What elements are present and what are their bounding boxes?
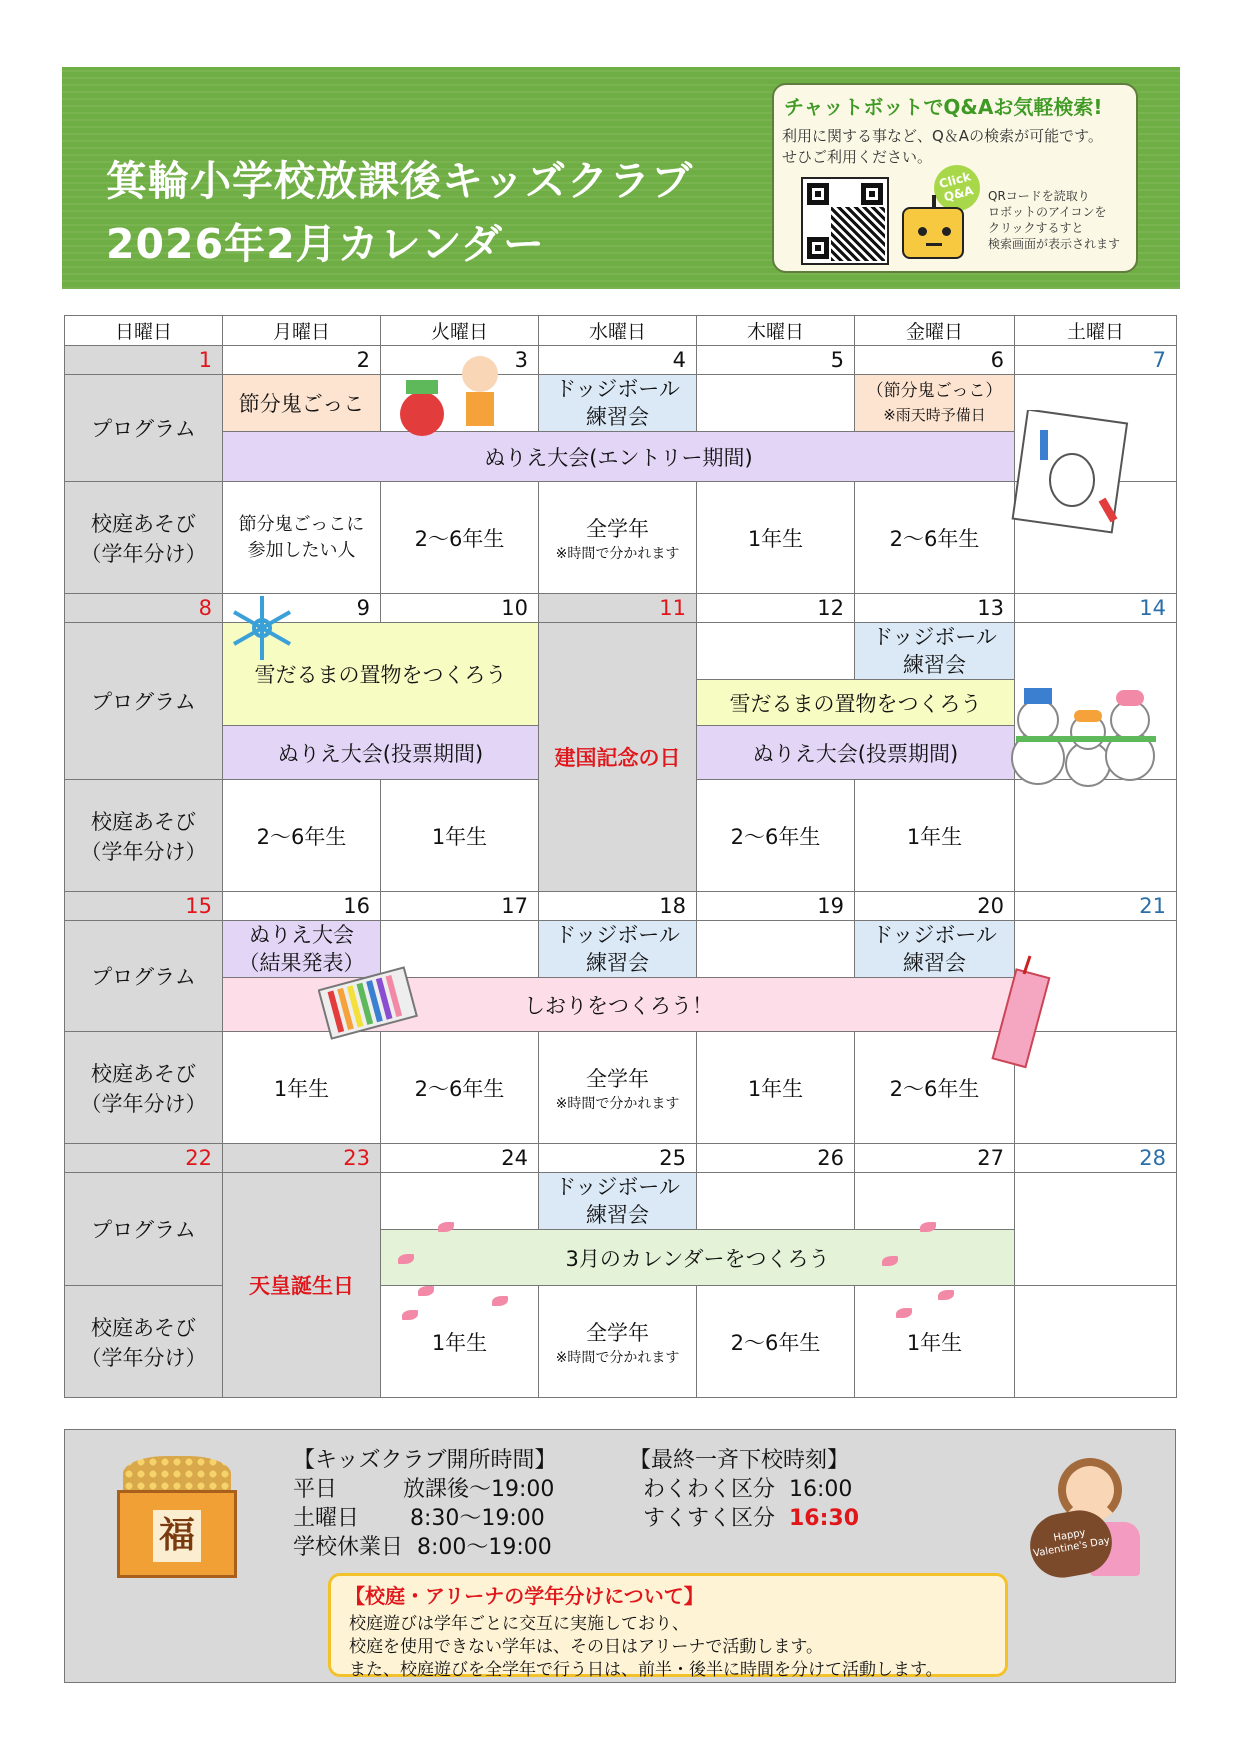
notice-title: 【校庭・アリーナの学年分けについて】 bbox=[345, 1584, 704, 1608]
chatbot-panel bbox=[772, 83, 1138, 273]
footer-panel bbox=[64, 1429, 1176, 1683]
notice-line1: 校庭遊びは学年ごとに交互に実施しており、 bbox=[349, 1614, 689, 1634]
snowman-event-2: 雪だるまの置物をつくろう bbox=[697, 680, 1015, 726]
dodgeball-line1: ドッジボール bbox=[555, 377, 680, 401]
weekday-mon: 月曜日 bbox=[223, 316, 381, 346]
yard-text: 全学年 bbox=[586, 1320, 649, 1345]
national-foundation-day: 建国記念の日 bbox=[539, 623, 697, 892]
chatbot-step1: QRコードを読取り bbox=[988, 189, 1090, 203]
dismissal-sukusuku-label: すくすく区分 bbox=[629, 1506, 789, 1531]
yard-cell bbox=[539, 1032, 697, 1144]
yard-label-line1: 校庭あそび bbox=[91, 809, 196, 834]
chatbot-step3: クリックするすと bbox=[988, 221, 1084, 235]
setsubun-oni-icon bbox=[382, 344, 512, 444]
date-16: 16 bbox=[223, 892, 381, 921]
date-1: 1 bbox=[65, 346, 223, 375]
date-21: 21 bbox=[1015, 892, 1177, 921]
yard-label-line1: 校庭あそび bbox=[91, 1061, 196, 1086]
coloring-picture-icon bbox=[1010, 410, 1130, 550]
date-18: 18 bbox=[539, 892, 697, 921]
robot-icon[interactable] bbox=[902, 207, 964, 259]
nurie-vote-event: ぬりえ大会(投票期間) bbox=[223, 726, 539, 780]
yard-label bbox=[65, 1286, 223, 1398]
title-line2: 2026年2月カレンダー bbox=[106, 220, 545, 268]
yard-cell: 1年生 bbox=[381, 780, 539, 892]
hours-school-holiday: 学校休業日 8:00～19:00 bbox=[293, 1535, 552, 1560]
grade-split-notice bbox=[328, 1573, 1008, 1680]
empty-cell bbox=[855, 1173, 1015, 1230]
dodgeball-line2: 練習会 bbox=[586, 405, 649, 429]
date-8: 8 bbox=[65, 594, 223, 623]
date-4: 4 bbox=[539, 346, 697, 375]
weekday-fri: 金曜日 bbox=[855, 316, 1015, 346]
notice-line2: 校庭を使用できない学年は、その日はアリーナで活動します。 bbox=[349, 1637, 823, 1657]
empty-cell bbox=[381, 1173, 539, 1230]
dodgeball-line2: 練習会 bbox=[586, 951, 649, 975]
yard-cell: 1年生 bbox=[855, 1286, 1015, 1398]
dodgeball-line1: ドッジボール bbox=[555, 923, 680, 947]
yard-cell bbox=[539, 482, 697, 594]
date-20: 20 bbox=[855, 892, 1015, 921]
nurie-vote-event-2: ぬりえ大会(投票期間) bbox=[697, 726, 1015, 780]
week1-date-row bbox=[65, 346, 1177, 375]
dodgeball-event bbox=[539, 1173, 697, 1230]
weekday-wed: 水曜日 bbox=[539, 316, 697, 346]
dismissal-sukusuku bbox=[629, 1504, 859, 1533]
empty-cell bbox=[1015, 780, 1177, 892]
dodgeball-line2: 練習会 bbox=[903, 951, 966, 975]
title-line1: 箕輪小学校放課後キッズクラブ bbox=[106, 157, 694, 205]
yard-note: ※時間で分かれます bbox=[555, 1349, 680, 1366]
yard-cell: 1年生 bbox=[697, 482, 855, 594]
week4-program-row-a bbox=[65, 1173, 1177, 1230]
chatbot-line1: 利用に関する事など、Q＆Aの検索が可能です。 bbox=[782, 127, 1103, 145]
program-label: プログラム bbox=[65, 375, 223, 482]
weekday-sun: 日曜日 bbox=[65, 316, 223, 346]
date-9: 9 bbox=[223, 594, 381, 623]
valentine-girl-icon bbox=[1030, 1450, 1150, 1578]
dodgeball-event bbox=[855, 623, 1015, 680]
yard-label-line1: 校庭あそび bbox=[91, 1315, 196, 1340]
opening-hours bbox=[293, 1446, 557, 1562]
date-14: 14 bbox=[1015, 594, 1177, 623]
masu-beans-icon bbox=[117, 1456, 237, 1578]
date-2: 2 bbox=[223, 346, 381, 375]
program-label: プログラム bbox=[65, 623, 223, 780]
header-banner bbox=[62, 67, 1180, 289]
yard-label bbox=[65, 1032, 223, 1144]
date-10: 10 bbox=[381, 594, 539, 623]
setsubun-rain-event bbox=[855, 375, 1015, 432]
yard-cell: 1年生 bbox=[855, 780, 1015, 892]
program-label: プログラム bbox=[65, 921, 223, 1032]
yard-label-line2: （学年分け） bbox=[80, 839, 207, 864]
snowflake-icon bbox=[226, 592, 298, 664]
yard-text: 全学年 bbox=[586, 1066, 649, 1091]
yard-label-line2: （学年分け） bbox=[80, 1091, 207, 1116]
date-5: 5 bbox=[697, 346, 855, 375]
dodgeball-event bbox=[539, 921, 697, 978]
date-28: 28 bbox=[1015, 1144, 1177, 1173]
pencils-icon bbox=[318, 964, 418, 1044]
yard-text: 全学年 bbox=[586, 516, 649, 541]
yard-label-line2: （学年分け） bbox=[80, 1345, 207, 1370]
emperor-birthday: 天皇誕生日 bbox=[223, 1173, 381, 1398]
snowman-event: 雪だるまの置物をつくろう bbox=[223, 623, 539, 726]
setsubun-alt-line2: ※雨天時予備日 bbox=[883, 406, 986, 424]
dodgeball-line1: ドッジボール bbox=[872, 625, 997, 649]
yard-label bbox=[65, 780, 223, 892]
yard-cell bbox=[539, 1286, 697, 1398]
week4-date-row bbox=[65, 1144, 1177, 1173]
bookmark-icon bbox=[990, 952, 1060, 1072]
yard-cell: 1年生 bbox=[381, 1286, 539, 1398]
dodgeball-line2: 練習会 bbox=[586, 1203, 649, 1227]
empty-cell bbox=[697, 623, 855, 680]
hours-weekday: 平日 放課後～19:00 bbox=[293, 1477, 555, 1502]
yard-cell: 2～6年生 bbox=[855, 482, 1015, 594]
final-dismissal bbox=[629, 1446, 859, 1533]
fuku-label: 福 bbox=[153, 1510, 201, 1562]
hours-saturday: 土曜日 8:30～19:00 bbox=[293, 1506, 545, 1531]
click-qa-badge: Click Q&A bbox=[929, 160, 985, 216]
date-23: 23 bbox=[223, 1144, 381, 1173]
yard-note: ※時間で分かれます bbox=[555, 545, 680, 562]
yard-text: 節分鬼ごっこに bbox=[238, 513, 365, 535]
yard-label-line1: 校庭あそび bbox=[91, 511, 196, 536]
yard-label-line2: （学年分け） bbox=[80, 541, 207, 566]
date-6: 6 bbox=[855, 346, 1015, 375]
yard-text: 参加したい人 bbox=[247, 539, 356, 561]
date-15: 15 bbox=[65, 892, 223, 921]
date-11: 11 bbox=[539, 594, 697, 623]
setsubun-event: 節分鬼ごっこ bbox=[223, 375, 381, 432]
date-12: 12 bbox=[697, 594, 855, 623]
yard-cell: 1年生 bbox=[223, 1032, 381, 1144]
dodgeball-line2: 練習会 bbox=[903, 653, 966, 677]
dodgeball-event bbox=[539, 375, 697, 432]
chatbot-headline: チャットボットでQ&Aお気軽検索! bbox=[784, 95, 1103, 119]
date-27: 27 bbox=[855, 1144, 1015, 1173]
date-3: 3 bbox=[381, 346, 539, 375]
date-7: 7 bbox=[1015, 346, 1177, 375]
hours-title: 【キッズクラブ開所時間】 bbox=[293, 1448, 557, 1473]
chatbot-step4: 検索画面が表示されます bbox=[988, 237, 1121, 251]
week3-date-row bbox=[65, 892, 1177, 921]
weekday-tue: 火曜日 bbox=[381, 316, 539, 346]
dodgeball-line1: ドッジボール bbox=[872, 923, 997, 947]
program-label: プログラム bbox=[65, 1173, 223, 1286]
chatbot-line2: せひご利用ください。 bbox=[782, 148, 933, 166]
yard-note: ※時間で分かれます bbox=[555, 1095, 680, 1112]
date-17: 17 bbox=[381, 892, 539, 921]
yard-cell: 2～6年生 bbox=[223, 780, 381, 892]
yard-cell: 2～6年生 bbox=[381, 1032, 539, 1144]
nurie-result-line1: ぬりえ大会 bbox=[249, 923, 354, 947]
weekday-sat: 土曜日 bbox=[1015, 316, 1177, 346]
yard-cell bbox=[223, 482, 381, 594]
date-24: 24 bbox=[381, 1144, 539, 1173]
empty-cell bbox=[697, 375, 855, 432]
notice-line3: また、校庭遊びを全学年で行う日は、前半・後半に時間を分けて活動します。 bbox=[349, 1660, 943, 1680]
yard-cell: 2～6年生 bbox=[697, 780, 855, 892]
qr-code-icon[interactable] bbox=[801, 177, 889, 265]
setsubun-alt-line1: （節分鬼ごっこ） bbox=[866, 381, 1003, 401]
yard-cell: 2～6年生 bbox=[855, 1032, 1015, 1144]
empty-cell bbox=[1015, 1173, 1177, 1286]
date-25: 25 bbox=[539, 1144, 697, 1173]
dodgeball-line1: ドッジボール bbox=[555, 1175, 680, 1199]
empty-cell bbox=[697, 921, 855, 978]
yard-cell: 2～6年生 bbox=[381, 482, 539, 594]
snowman-icon bbox=[1008, 670, 1158, 790]
date-19: 19 bbox=[697, 892, 855, 921]
nurie-result-line2: （結果発表） bbox=[238, 951, 365, 975]
valentine-heart-label: Happy Valentine's Day bbox=[1025, 1505, 1117, 1582]
dismissal-wakuwaku: わくわく区分 16:00 bbox=[629, 1477, 853, 1502]
yard-cell: 1年生 bbox=[697, 1032, 855, 1144]
empty-cell bbox=[1015, 1286, 1177, 1398]
yard-cell: 2～6年生 bbox=[697, 1286, 855, 1398]
chatbot-step2: ロボットのアイコンを bbox=[988, 205, 1107, 219]
march-calendar-event: 3月のカレンダーをつくろう bbox=[381, 1230, 1015, 1286]
dismissal-title: 【最終一斉下校時刻】 bbox=[629, 1448, 850, 1473]
date-13: 13 bbox=[855, 594, 1015, 623]
bookmark-event: しおりをつくろう！ bbox=[223, 978, 1015, 1032]
nurie-entry-event: ぬりえ大会(エントリー期間) bbox=[223, 432, 1015, 482]
weekday-header-row bbox=[65, 316, 1177, 346]
dismissal-sukusuku-time: 16:30 bbox=[788, 1506, 860, 1531]
yard-label bbox=[65, 482, 223, 594]
weekday-thu: 木曜日 bbox=[697, 316, 855, 346]
empty-cell bbox=[697, 1173, 855, 1230]
date-22: 22 bbox=[65, 1144, 223, 1173]
date-26: 26 bbox=[697, 1144, 855, 1173]
